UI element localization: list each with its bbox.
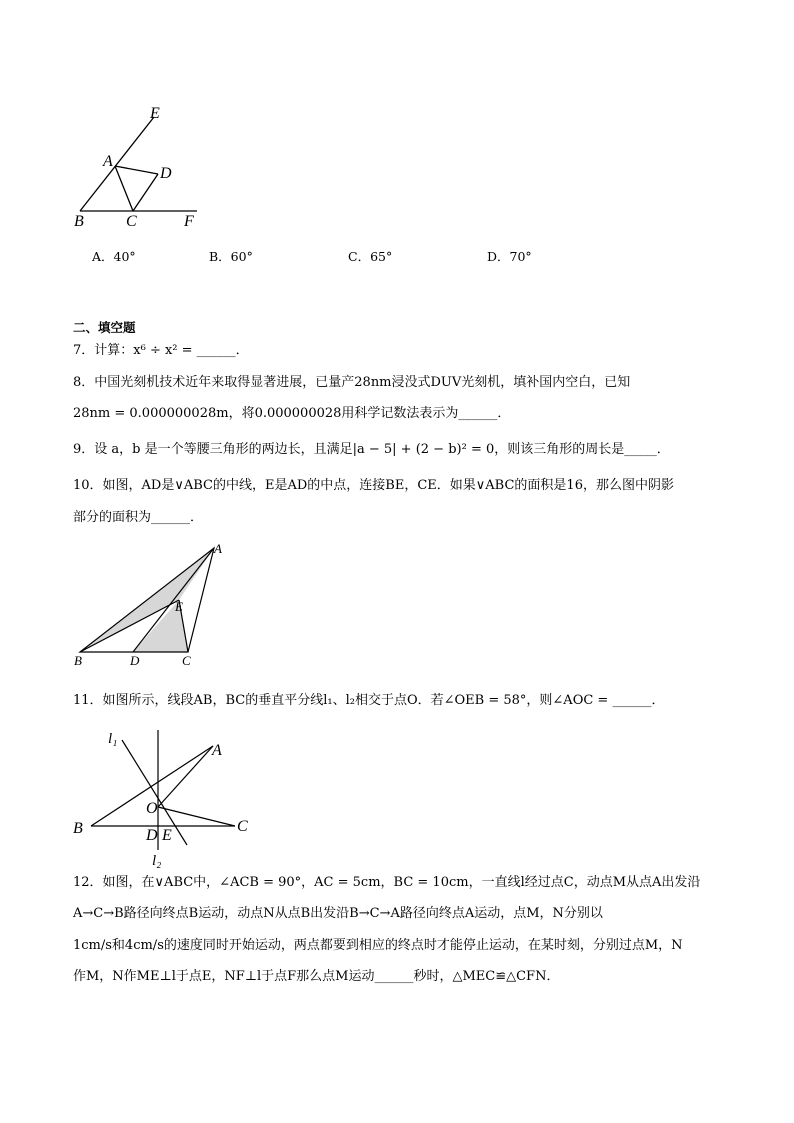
label-E: E [150, 105, 160, 122]
figure-angle-triangle [70, 100, 210, 235]
label-E: E [162, 827, 172, 844]
segment-AC [115, 166, 133, 211]
label-O: O [146, 800, 158, 817]
figure-perpendicular-bisectors [70, 725, 260, 870]
label-l1: l₁ [108, 731, 118, 747]
label-B: B [73, 820, 83, 837]
question-12-line2: A→C→B路径向终点B运动，动点N从点B出发沿B→C→A路径向终点A运动，点M，N分别以 [73, 906, 603, 921]
label-B: B [74, 653, 82, 668]
label-C: C [237, 818, 248, 835]
question-10-line2: 部分的面积为______． [73, 510, 204, 525]
label-B: B [74, 213, 84, 230]
question-9: 9．设 a，b 是一个等腰三角形的两边长，且满足|a − 5| + (2 − b)² = 0，则该三角形的周长是_____． [73, 442, 670, 457]
label-A: A [212, 742, 222, 759]
label-C: C [126, 213, 137, 230]
option-d: D．70° [487, 249, 532, 264]
label-A: A [214, 541, 222, 556]
segment-AD [115, 166, 158, 174]
option-b: B．60° [209, 249, 253, 264]
label-A: A [103, 153, 113, 170]
label-E: E [175, 599, 183, 614]
question-8-line1: 8．中国光刻机技术近年来取得显著进展，已量产28nm浸没式DUV光刻机，填补国内空白，已知 [73, 375, 631, 390]
option-c: C．65° [348, 249, 393, 264]
label-F: F [184, 213, 194, 230]
label-C: C [182, 653, 191, 668]
question-12-line1: 12．如图，在∨ABC中，∠ACB = 90°，AC = 5cm，BC = 10cm，一直线l经过点C，动点M从点A出发沿 [73, 875, 701, 890]
figure-median-triangle [70, 540, 230, 670]
question-11: 11．如图所示，线段AB，BC的垂直平分线l₁、l₂相交于点O．若∠OEB = 58°，则∠AOC = ______． [73, 693, 665, 708]
question-12-line4: 作M，N作ME⊥l于点E，NF⊥l于点F那么点M运动______秒时，△MEC≌△CFN． [73, 969, 560, 984]
question-8-line2: 28nm = 0.000000028m，将0.000000028用科学记数法表示为______． [73, 406, 511, 421]
question-7: 7．计算：x⁶ ÷ x² = ______． [73, 343, 249, 358]
section-title: 二、填空题 [73, 320, 136, 335]
label-D: D [146, 827, 158, 844]
question-10-line1: 10．如图，AD是∨ABC的中线，E是AD的中点，连接BE，CE．如果∨ABC的面积是16，那么图中阴影 [73, 478, 674, 493]
label-D: D [160, 165, 172, 182]
question-12-line3: 1cm/s和4cm/s的速度同时开始运动，两点都要到相应的终点时才能停止运动，在某时刻，分别过点M，N [73, 938, 683, 953]
option-a: A．40° [92, 249, 136, 264]
segment-CD [133, 174, 158, 211]
label-D: D [130, 653, 140, 668]
label-l2: l₂ [152, 853, 162, 869]
